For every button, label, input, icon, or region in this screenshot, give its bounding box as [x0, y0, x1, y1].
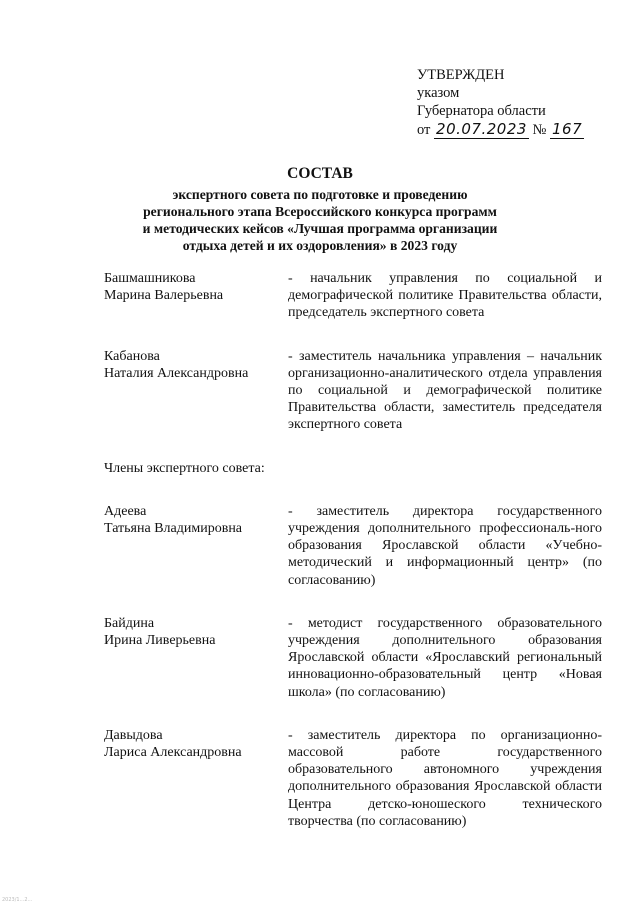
council-list — [104, 270, 602, 856]
member-row — [104, 503, 602, 589]
member-role: - заместитель директора государственного учреждения дополнительного профессиональ-ного образования Ярославской области «Учебно-методический и информационный центр» (по согласованию) — [288, 503, 602, 588]
decree-number: 167 — [552, 120, 583, 138]
member-role: - заместитель начальника управления – начальник организационно-аналитического отдела управления по социальной и демографической политике Правительства области, заместитель председателя экспертного совета — [288, 348, 602, 433]
members-heading: Члены экспертного совета: — [104, 460, 265, 476]
approved-label: УТВЕРЖДЕН — [417, 67, 505, 83]
title-main: СОСТАВ — [287, 165, 353, 182]
member-name — [104, 615, 288, 701]
member-name — [104, 503, 288, 589]
title-line: отдыха детей и их оздоровления» в 2023 году — [182, 238, 458, 253]
decree-date: 20.07.2023 — [436, 120, 527, 138]
member-row — [104, 727, 602, 830]
member-name — [104, 727, 288, 830]
member-given-name: Лариса Александровна — [104, 745, 242, 761]
member-role: - заместитель директора по организационно-массовой работе государственного образовательного автономного учреждения дополнительного образования Ярославской области Центра детско-юношеского технического творчества (по согласованию) — [288, 727, 602, 829]
member-surname: Башмашникова — [104, 271, 196, 286]
from-label: от — [417, 122, 431, 138]
member-role: - начальник управления по социальной и демографической политике Правительства области, председатель экспертного совета — [288, 271, 602, 321]
member-given-name: Марина Валерьевна — [104, 288, 224, 304]
decree-label: указом — [417, 85, 460, 101]
member-name — [104, 348, 288, 434]
member-surname: Байдина — [104, 615, 155, 631]
governor-label: Губернатора области — [417, 103, 546, 119]
title-line: регионального этапа Всероссийского конкурса программ — [143, 204, 497, 219]
member-role: - методист государственного образовательного учреждения дополнительного образования Ярославской области «Ярославский региональный инновационно-образовательный центр «Новая школа» (по согласованию) — [288, 615, 602, 700]
member-surname: Кабанова — [104, 348, 160, 364]
title-line: и методических кейсов «Лучшая программа организации — [142, 221, 498, 236]
member-row — [104, 348, 602, 434]
title-line: экспертного совета по подготовке и проведению — [172, 187, 468, 202]
member-given-name: Татьяна Владимировна — [104, 521, 243, 537]
member-name — [104, 270, 288, 322]
member-surname: Давыдова — [104, 727, 163, 743]
approval-stamp — [417, 66, 617, 139]
member-surname: Адеева — [104, 503, 147, 519]
member-row — [104, 270, 602, 322]
document-title — [100, 164, 540, 254]
member-given-name: Ирина Ливерьевна — [104, 633, 216, 649]
member-given-name: Наталия Александровна — [104, 365, 249, 381]
number-label: № — [532, 122, 547, 138]
footer-mark: 2023/1...2... — [2, 897, 33, 903]
decree-date-row — [417, 120, 617, 139]
member-row — [104, 615, 602, 701]
